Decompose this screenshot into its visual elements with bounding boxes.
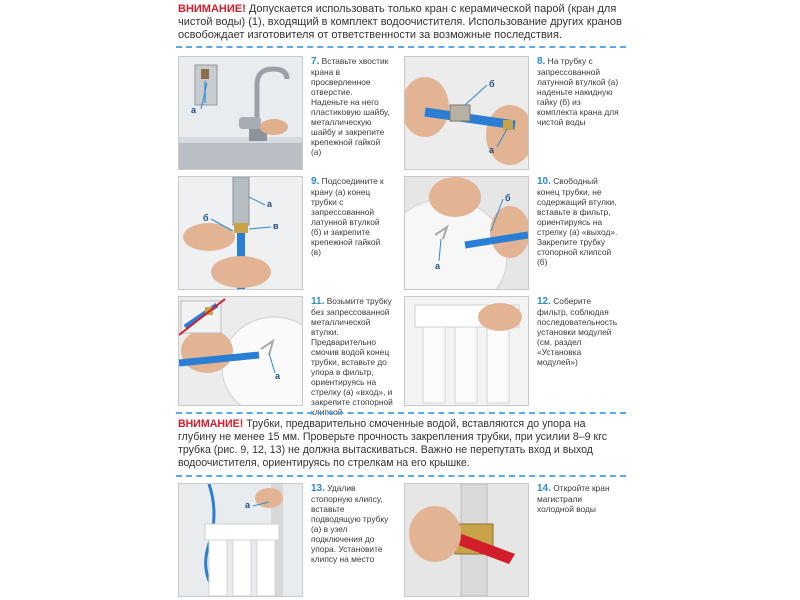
step-8-label-a: а bbox=[489, 145, 495, 155]
step-12-number: 12. bbox=[537, 296, 551, 307]
step-12-text: Соберите фильтр, соблюдая последовательность установки модулей (см. раздел «Установка модулей») bbox=[537, 296, 618, 367]
step-10-label-b: б bbox=[505, 193, 511, 203]
step-9-number: 9. bbox=[311, 176, 320, 187]
step-9-label-b: б bbox=[203, 213, 209, 223]
step-13-text: Удалив стопорную клипсу, вставьте подводящую трубку (а) в узел подключения до упора. Установите клипсу на место bbox=[311, 483, 389, 564]
step-11-text: Возьмите трубку без запрессованной металлической втулки. Предварительно смочив водой конец трубки, вставьте до упора в фильтр, ориентируясь на стрелку (а) «вход», и закрепите стопорной клипсой bbox=[311, 296, 393, 417]
step-12-photo bbox=[404, 296, 529, 406]
step-7-photo bbox=[178, 56, 303, 170]
main-valve-illustration bbox=[405, 484, 528, 596]
step-9-text: Подсоедините к крану (а) конец трубки с запрессованной латунной втулкой (б) и закрепите крепежной гайкой (в) bbox=[311, 176, 384, 257]
step-10-caption bbox=[537, 176, 621, 267]
divider-bottom bbox=[176, 475, 626, 477]
step-10-text: Свободный конец трубки, не содержащий втулки, вставьте в фильтр, ориентируясь на стрелку (а) «выход». Закрепите трубку стопорной клипсой (б) bbox=[537, 176, 618, 267]
filter-assembly-illustration bbox=[405, 297, 528, 405]
step-12-caption bbox=[537, 296, 621, 367]
step-7-label-a: а bbox=[191, 105, 197, 115]
warning-mid-label: ВНИМАНИЕ! bbox=[178, 418, 244, 430]
warning-mid-text: Трубки, предварительно смоченные водой, вставляются до упора на глубину не менее 15 мм. Проверьте прочность закрепления трубки, при усилии 8–9 кгс трубка (рис. 9, 12, 13) не должна вытаскиваться. Важно не перепутать вход и выход водоочистителя, ориентируясь по стрелкам на его крышке. bbox=[178, 418, 608, 469]
step-7-number: 7. bbox=[311, 56, 320, 67]
step-13-caption bbox=[311, 483, 393, 564]
warning-top-text: Допускается использовать только кран с керамической парой (кран для чистой воды) (1), входящий в комплект водоочистителя. Использование других кранов освобождает изготовителя от ответственности за возможные последствия. bbox=[178, 3, 622, 41]
step-11-label-a: а bbox=[275, 371, 281, 381]
warning-top-label: ВНИМАНИЕ! bbox=[178, 3, 246, 15]
step-9-caption bbox=[311, 176, 391, 257]
step-8-photo bbox=[404, 56, 529, 170]
step-14-caption bbox=[537, 483, 619, 514]
supply-tube-illustration bbox=[179, 484, 302, 596]
step-11-photo bbox=[178, 296, 303, 406]
divider-top bbox=[176, 46, 626, 48]
tube-nut-illustration bbox=[405, 57, 528, 169]
step-14-photo bbox=[404, 483, 529, 597]
step-7-text: Вставьте хвостик крана в просверленное отверстие. Наденьте на него пластиковую шайбу, металлическую шайбу и закрепите крепежной гайкой (а) bbox=[311, 56, 390, 157]
step-10-photo bbox=[404, 176, 529, 290]
step-8-text: На трубку с запрессованной латунной втулкой (а) наденьте накидную гайку (б) из комплекта крана для чистой воды bbox=[537, 56, 619, 127]
faucet-install-illustration bbox=[179, 57, 302, 169]
step-13-label-a: а bbox=[245, 500, 251, 510]
step-9-label-a: а bbox=[267, 199, 273, 209]
warning-top bbox=[178, 3, 628, 42]
step-13-number: 13. bbox=[311, 483, 325, 494]
step-11-number: 11. bbox=[311, 296, 325, 307]
step-7-caption bbox=[311, 56, 391, 157]
step-8-caption bbox=[537, 56, 619, 127]
step-14-number: 14. bbox=[537, 483, 551, 494]
step-9-label-v: в bbox=[273, 221, 279, 231]
step-9-photo bbox=[178, 176, 303, 290]
step-10-number: 10. bbox=[537, 176, 551, 187]
step-13-photo bbox=[178, 483, 303, 597]
warning-mid bbox=[178, 418, 618, 470]
step-11-caption bbox=[311, 296, 393, 417]
step-8-label-b: б bbox=[489, 79, 495, 89]
step-14-text: Откройте кран магистрали холодной воды bbox=[537, 483, 610, 514]
step-10-label-a: а bbox=[435, 261, 441, 271]
connect-tube-illustration bbox=[179, 177, 302, 289]
divider-mid bbox=[176, 412, 626, 414]
inlet-tube-illustration bbox=[179, 297, 302, 405]
step-8-number: 8. bbox=[537, 56, 546, 67]
outlet-tube-illustration bbox=[405, 177, 528, 289]
